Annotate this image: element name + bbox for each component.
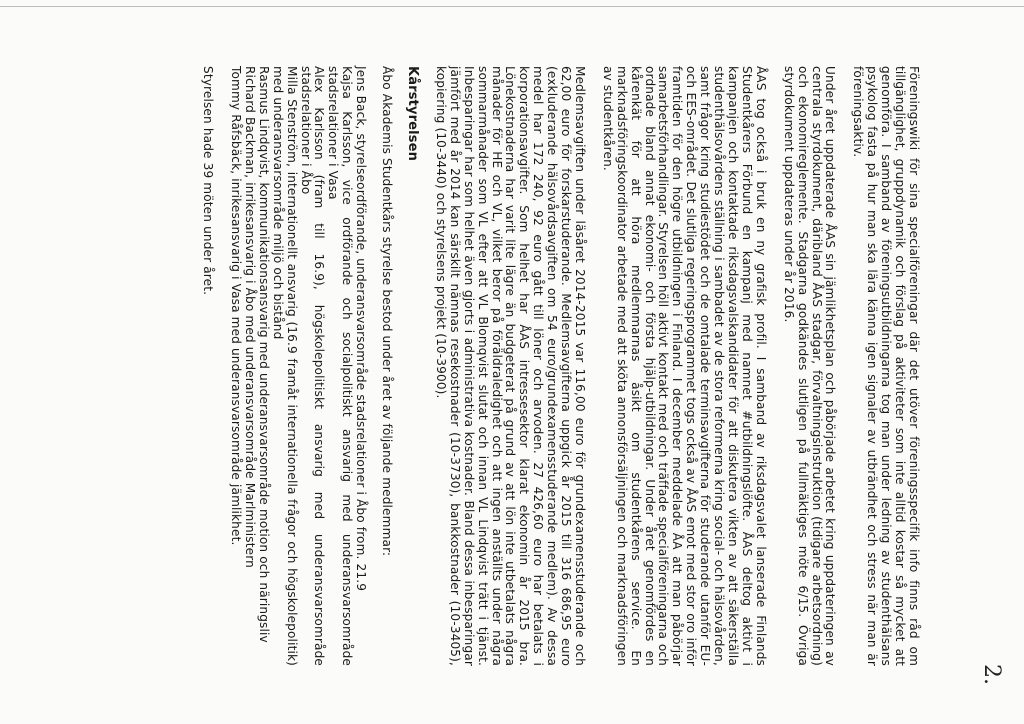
paragraph-graphic-profile: ÅAS tog också i bruk en ny grafisk profil. I samband av riksdagsvalet lanserade Finlands Studentkårers Förbund en kampanj med namnet #utbildningslöfte. ÅAS deltog aktivt i kampanjen och kontaktade riksdagsvalskandidater för att diskutera vikten av att säkerställa studenthälsovårdens ställning i sambadet av de stora reformerna kring social- och hälsovården, samt frågor kring studiestödet och de omtalade terminsavgifterna för studerande utanför EU- och EES-området. Det slutliga regeringsprogrammet togs också av ÅAS emot med stor oro inför framtiden för den högre utbildningen i Finland. I december meddelade ÅA att man påbörjar samarbetsförhandlingar. Styrelsen höll aktivt kontakt med och träffade specialföreningarna och ordnade bland annat ekonomi- och första hjälp-utbildningar. Under året genomfördes en kårenkät för att höra medlemmarnas åsikt om studentkårens service. En marknadsföringskoordinator arbetade med att sköta annonsförsäljningen och marknadsföringen av studentkåren. bbox=[600, 66, 768, 666]
board-member: Rasmus Lindqvist, kommunikationsansvarig med underansvarsområde motion och näringsliv bbox=[256, 66, 271, 643]
paragraph-associations: Föreningswiki för sina specialföreningar där det utöver föreningsspecifik info finns råd om tillgänglighet, gruppdynamik och förslag på aktiviteter som inte alltid kostar så mycket att genomföra. I samband av föreningsutbildningarna tog man under ledning av studenthälsans psykolog fasta på hur man ska lära känna igen signaler av utbrändhet och stress när man är föreningsaktiv. bbox=[851, 66, 921, 666]
closing-sentence: Styrelsen hade 39 möten under året. bbox=[201, 66, 216, 296]
board-member: Jens Back, styrelseordförande, underansvarsområde stadsrelationer i Åbo from. 21.9 bbox=[354, 66, 369, 592]
board-member: Tommy Råfsbäck, inrikesansvarig i Vasa med underansvarsområde jämlikhet. bbox=[229, 66, 244, 546]
paragraph-governing-documents: Under året uppdaterade ÅAS sin jämlikhetsplan och påbörjade arbetet kring uppdateringen av centrala styrdokument, däribland ÅAS stadgar, förvaltningsinstruktion (tidigare arbetsordning) och ekonomireglemente. Stadgarna godkändes slutligen på fullmäktiges möte 6/15. Övriga styrdokument uppdateras under år 2016. bbox=[781, 66, 838, 666]
page-edge-line bbox=[0, 6, 1024, 7]
board-member: Milla Stenström, internationellt ansvarig (16.9 framåt internationella frågor och högskolepolitik) med underansvarsområde miljö och bistånd bbox=[270, 66, 299, 666]
board-intro: Åbo Akademis Studentkårs styrelse bestod under året av följande medlemmar: bbox=[380, 66, 395, 557]
board-member-list bbox=[228, 66, 367, 666]
board-member: Richard Backman, inrikesansvarig i Åbo med underansvarsområde Marlministern bbox=[242, 66, 257, 568]
paragraph-membership-fees: Medlemsavgiften under läsåret 2014-2015 var 116,00 euro för grundexamensstuderande och 62,00 euro för forskarstuderande. Medlemsavgifterna uppgick år 2015 till 316 686,95 euro (exkluderande hälsovårdsavgiften om 54 euro/grundexamensstuderande medlem). Av dessa medel har 172 240, 92 euro gått till löner och arvoden. 27 426,60 euro har betalats i korporationsavgifter. Som helhet har ÅAS intressesektor klarat ekonomin år 2015 bra. Lönekostnaderna har varit lite lägre än budgeterat på grund av att lön inte utbetalats några månader för HE och VL, vilket beror på föräldraledighet och att ingen anställts under några sommarmånader som VL efter att VL Blomqvist slutat och innan VL Lindqvist trätt i tjänst. Inbesparingar har som helhet även gjorts i administrativa kostnader. Bland dessa inbesparingar jämfört med år 2014 kan särskilt nämnas resekostnader (10-3730), bankkostnader (10-3405), kopiering (10-3440) och styrelsens projekt (10-3900). bbox=[433, 66, 587, 666]
section-heading-board: Kårstyrelsen bbox=[405, 66, 420, 161]
page-number: 2. bbox=[979, 664, 1004, 685]
board-member: Kajsa Karlsson, vice ordförande och socialpolitiskt ansvarig med underansvarsområde stadsrelationer i Vasa bbox=[326, 66, 355, 666]
board-member: Alex Karlsson (fram till 16.9), högskolepolitiskt ansvarig med underansvarsområde stadsrelationer i Åbo bbox=[298, 66, 327, 666]
document-body bbox=[200, 66, 920, 666]
